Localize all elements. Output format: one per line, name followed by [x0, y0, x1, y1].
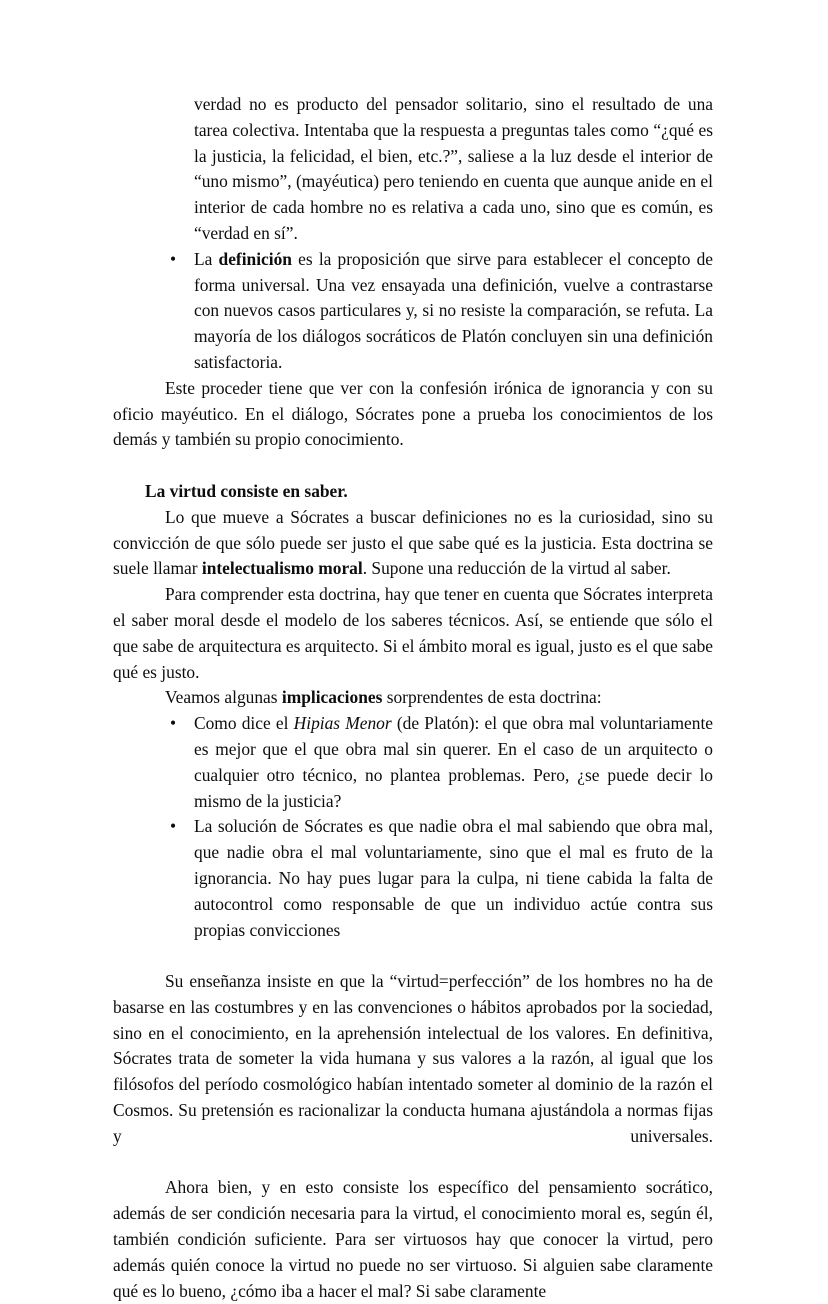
paragraph-spacer [113, 943, 713, 969]
list-item [170, 814, 713, 943]
paragraph-spacer [113, 1150, 713, 1176]
paragraph-veamos-part1: Veamos algunas [165, 687, 282, 708]
paragraph-lo-que-mueve [113, 505, 713, 582]
bullet-definicion-rest: es la proposición que sirve para establecer el concepto de forma universal. Una vez ensayada una definición, vuelve a contrastarse con nuevos casos particulares y, si no resiste la comparación, se refuta. La mayoría de los diálogos socráticos de Platón concluyen sin una definición satisfactoria. [194, 248, 713, 372]
bullet-definicion-lead: La [194, 248, 219, 269]
bullet-point-icon: • [170, 816, 177, 837]
paragraph-lo-que-mueve-part1: Lo que mueve a Sócrates a buscar definiciones no es la curiosidad, sino su convicción de que sólo puede ser justo el que sabe qué es la justicia. Esta doctrina se suele llamar [113, 506, 713, 579]
bullet-hipias-part2: (de Platón): el que obra mal voluntariamente es mejor que el que obra mal sin querer. En el caso de un arquitecto o cualquier otro técnico, no plantea problemas. Pero, ¿se puede decir lo mismo de la justicia? [194, 713, 714, 811]
bullet-point-icon: • [170, 713, 177, 734]
bold-term-definicion: definición [218, 248, 292, 269]
bullet-list-implicaciones [113, 711, 713, 943]
bold-term-intelectualismo-moral: intelectualismo moral [201, 558, 363, 579]
list-item-text [194, 247, 713, 376]
bullet-hipias-part1: Como dice el [194, 713, 294, 734]
list-item-text [194, 711, 713, 814]
paragraph-ahora-bien: Ahora bien, y en esto consiste los específico del pensamiento socrático, además de ser condición necesaria para la virtud, el conocimiento moral es, según él, también condición suficiente. Para ser virtuosos hay que conocer la virtud, pero además quién conoce la virtud no puede no ser virtuoso. Si alguien sabe claramente qué es lo bueno, ¿cómo iba a hacer el mal? Si sabe claramente [113, 1177, 713, 1301]
bold-term-implicaciones: implicaciones [281, 687, 383, 708]
section-heading-la-virtud: La virtud consiste en saber. [145, 480, 348, 501]
list-item [170, 711, 714, 814]
list-item-text: La solución de Sócrates es que nadie obra el mal sabiendo que obra mal, que nadie obra el mal voluntariamente, sino que el mal es fruto de la ignorancia. No hay pues lugar para la culpa, ni tiene cabida la falta de autocontrol como responsable de que un individuo actúe contra sus propias convicciones [194, 816, 713, 940]
paragraph-veamos-part2: sorprendentes de esta doctrina: [382, 687, 602, 708]
paragraph-intro: verdad no es producto del pensador solitario, sino el resultado de una tarea colectiva. Intentaba que la respuesta a preguntas tales como “¿qué es la justicia, la felicidad, el bien, etc.?”, saliese a la luz desde el interior de “uno mismo”, (mayéutica) pero teniendo en cuenta que aunque anide en el interior de cada hombre no es relativa a cada uno, sino que es común, es “verdad en sí”. [194, 94, 713, 243]
paragraph-lo-que-mueve-part2: . Supone una reducción de la virtud al saber. [362, 558, 671, 579]
paragraph-para-comprender: Para comprender esta doctrina, hay que tener en cuenta que Sócrates interpreta el saber moral desde el modelo de los saberes técnicos. Así, se entiende que sólo el que sabe de arquitectura es arquitecto. Si el ámbito moral es igual, justo es el que sabe qué es justo. [113, 584, 713, 682]
italic-work-title-hipias-menor: Hipias Menor [293, 713, 392, 734]
bullet-list-definicion [113, 247, 713, 376]
intro-indent-block [194, 92, 713, 247]
document-text-column [113, 92, 713, 1304]
paragraph-su-ensenanza: Su enseñanza insiste en que la “virtud=perfección” de los hombres no ha de basarse en las costumbres y en las convenciones o hábitos aprobados por la sociedad, sino en el conocimiento, en la aprehensión intelectual de los valores. En definitiva, Sócrates trata de someter la vida humana y sus valores a la razón, al igual que los filósofos del período cosmológico habían intentado someter al dominio de la razón el Cosmos. Su pretensión es racionalizar la conducta humana ajustándola a normas fijas y universales. [113, 971, 713, 1146]
paragraph-este-proceder: Este proceder tiene que ver con la confesión irónica de ignorancia y con su oficio mayéutico. En el diálogo, Sócrates pone a prueba los conocimientos de los demás y también su propio conocimiento. [113, 377, 713, 450]
paragraph-veamos-implicaciones [113, 685, 713, 711]
list-item [170, 247, 713, 376]
bullet-point-icon: • [170, 248, 177, 269]
